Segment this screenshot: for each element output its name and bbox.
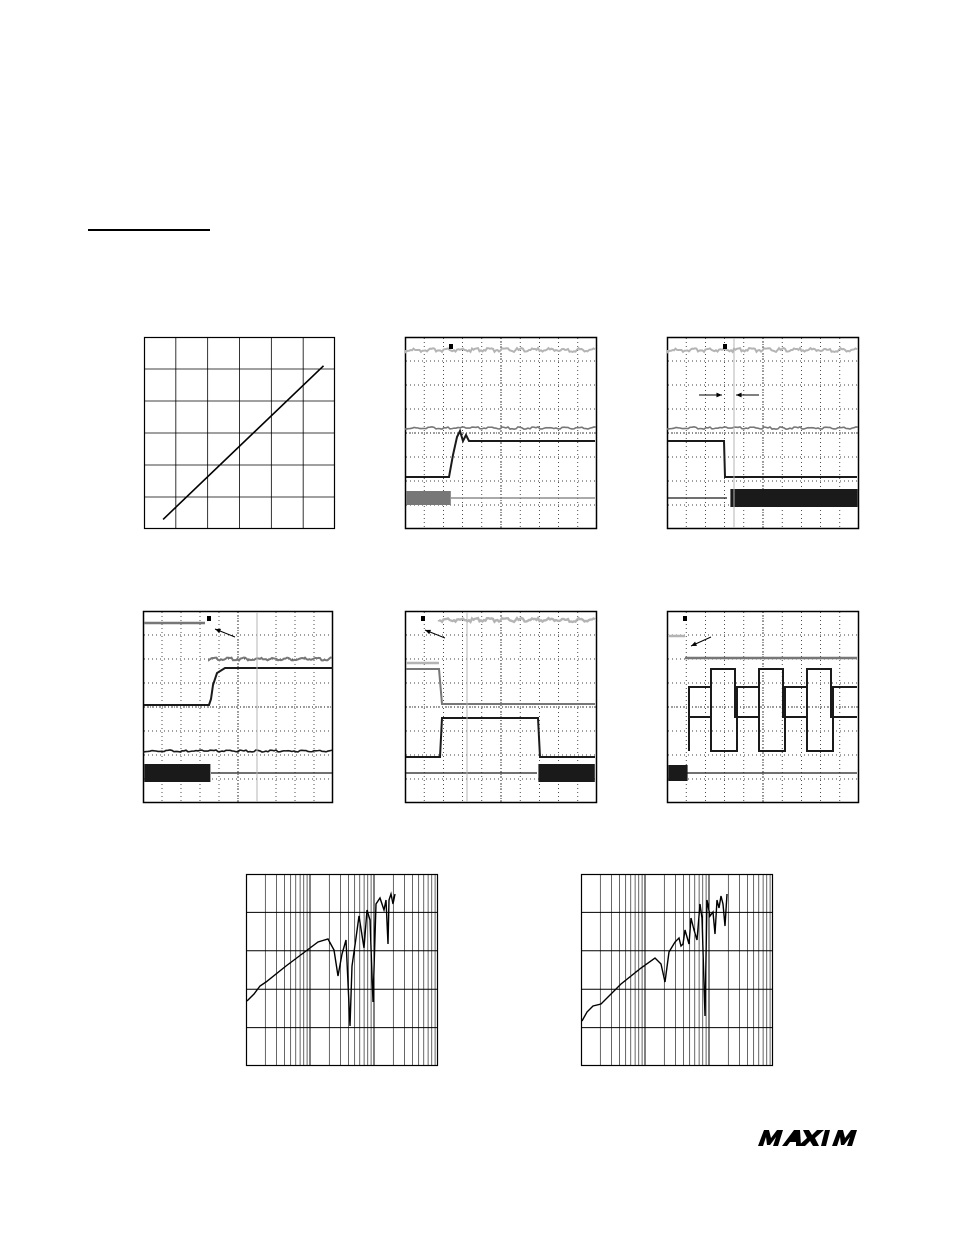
scope-panel-2-svg bbox=[667, 337, 859, 529]
frequency-response-chart-2 bbox=[581, 874, 773, 1066]
trigger-marker-icon bbox=[207, 616, 211, 621]
scope-panel-3-svg bbox=[143, 611, 333, 803]
scope-panel-1 bbox=[405, 337, 597, 529]
scope-panel-4-svg bbox=[405, 611, 597, 803]
frequency-response-chart-1 bbox=[246, 874, 438, 1066]
scope-panel-5-svg bbox=[667, 611, 859, 803]
linear-transfer-chart bbox=[144, 337, 335, 529]
frequency-response-chart-2-svg bbox=[581, 874, 773, 1066]
scope-panel-2 bbox=[667, 337, 859, 529]
trigger-marker-icon bbox=[449, 344, 453, 349]
trigger-marker-icon bbox=[683, 616, 687, 621]
scope-panel-5 bbox=[667, 611, 859, 803]
logo-text: MAXIM bbox=[756, 1128, 760, 1129]
trigger-marker-icon bbox=[723, 344, 727, 349]
linear-transfer-chart-svg bbox=[144, 337, 335, 529]
frequency-response-chart-1-svg bbox=[246, 874, 438, 1066]
section-heading-rule bbox=[88, 229, 210, 231]
maxim-logo bbox=[756, 1128, 866, 1148]
trigger-marker-icon bbox=[421, 616, 425, 621]
chart7-frame bbox=[582, 875, 773, 1066]
chart6-frame bbox=[247, 875, 438, 1066]
scope-panel-1-svg bbox=[405, 337, 597, 529]
scope-panel-4 bbox=[405, 611, 597, 803]
scope-panel-3 bbox=[143, 611, 333, 803]
maxim-logo-icon bbox=[756, 1128, 866, 1148]
